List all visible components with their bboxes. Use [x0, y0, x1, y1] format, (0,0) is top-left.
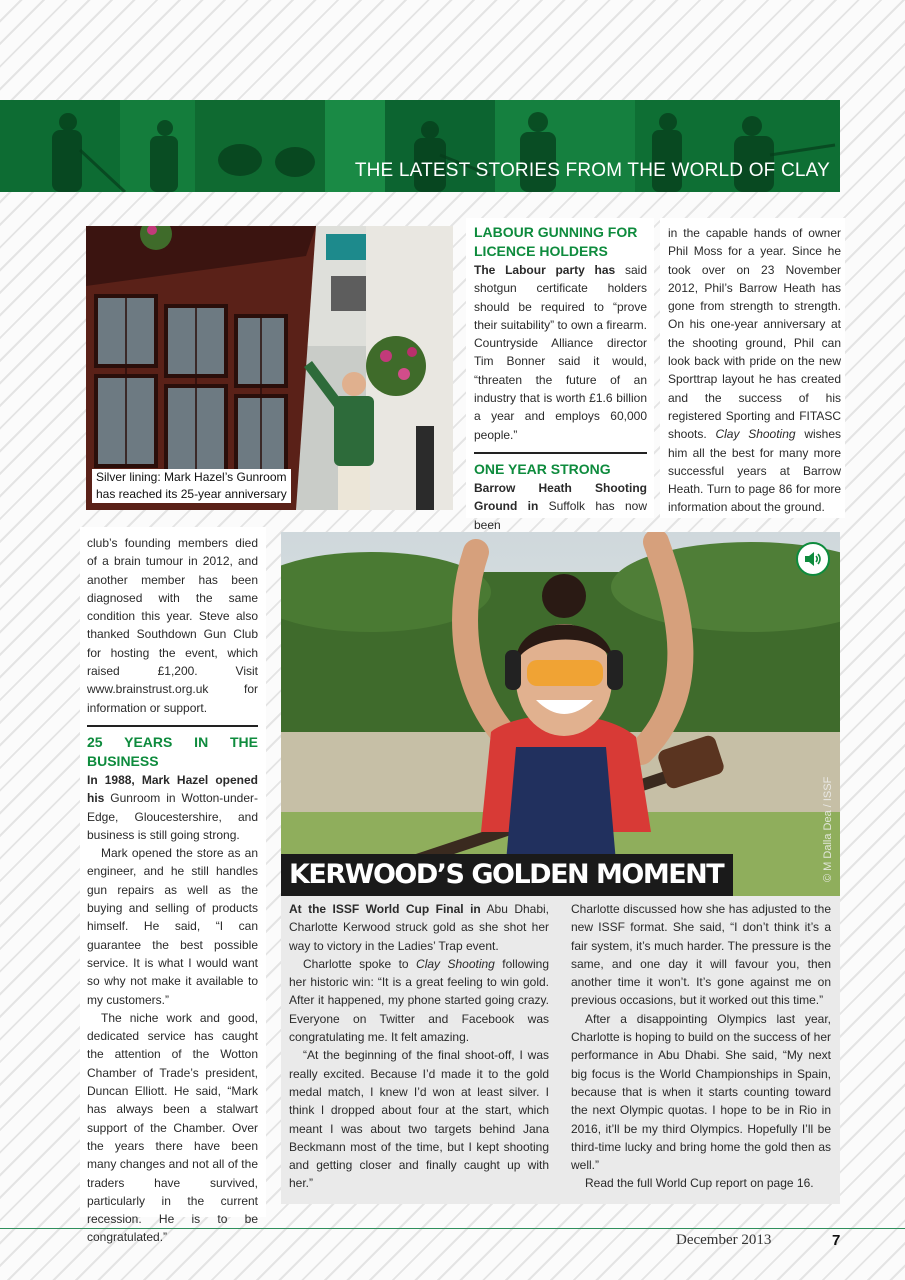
caption-line-2: has reached its 25-year anniversary — [96, 487, 287, 501]
body-text: Gunroom in Wotton-under-Edge, Gloucestershire, and business is still going strong. — [87, 791, 258, 842]
heading-line-1: LABOUR GUNNING FOR — [474, 224, 638, 240]
story-body — [474, 261, 647, 444]
body-text: following her historic win: “It is a great feeling to win gold. After it happened, my phone started going crazy. Everyone on Twitter and Facebook was congratulating me. It felt amazing. — [289, 956, 549, 1045]
speaker-icon[interactable] — [796, 542, 830, 576]
body-paragraph: “At the beginning of the final shoot-off, I was really excited. Because I’d made it to the gold medal match, I knew I’d won at least silver. I think I dropped about four at the start, which meant I was about two targets behind Jana Beckmann most of the time, but I kept shooting and getting closer and finally caught up with her.” — [289, 1048, 549, 1191]
magazine-name: Clay Shooting — [416, 956, 495, 971]
body-paragraph: After a disappointing Olympics last year, Charlotte is hoping to build on the success of her performance in Abu Dhabi. She said, “My next big focus is the World Championships in Spain, because that is when it starts counting toward the next Olympic quotas. I hope to be in Rio in 2016, it’ll be my third Olympics. Hopefully I’ll be third-time lucky and bring home the gold then as well.” — [571, 1011, 831, 1173]
divider — [87, 725, 258, 727]
photo-credit-wrap — [822, 732, 838, 882]
body-text: in the capable hands of owner Phil Moss for a year. Since he took over on 23 November 2012, Phil’s Barrow Heath has gone from strength to strength. On his one-year anniversary at the shooting ground, Phil can look back with pride on the new Sporttrap layout he has created and the success of his registered Sporting and FITASC shoots. — [668, 226, 841, 442]
kicker: At the ISSF World Cup Final in — [289, 902, 481, 916]
kicker: Barrow Heath Shooting Ground in — [474, 481, 647, 514]
banner-title: THE LATEST STORIES FROM THE WORLD OF CLAY — [354, 160, 830, 181]
body-text: said shotgun certificate holders should be required to “prove their suitability” to own a firearm. Countryside Alliance director Tim Bonner said it would, “threaten the future of an industry that is worth £1.6 billion a year and employs 60,000 people.” — [474, 263, 647, 442]
kerwood-photo — [281, 532, 840, 896]
story-one-year-continued — [668, 224, 841, 517]
story-body — [474, 479, 647, 534]
photo-caption — [92, 469, 291, 503]
gunroom-photo-art — [86, 226, 453, 510]
divider — [474, 452, 647, 454]
footer-rule — [0, 1228, 905, 1229]
gunroom-photo — [86, 226, 453, 510]
story-labour — [474, 223, 647, 444]
story-heading: ONE YEAR STRONG — [474, 461, 611, 477]
story-heading: 25 YEARS IN THE BUSINESS — [87, 733, 258, 769]
body-text: Suffolk has now been — [474, 499, 647, 532]
kerwood-column-1 — [289, 900, 549, 1193]
kicker: The Labour party has — [474, 263, 616, 277]
speaker-icon-glyph — [803, 550, 823, 568]
body-text: Abu Dhabi, Charlotte Kerwood struck gold as she shot her way to victory in the Ladies’ Trap event. — [289, 902, 550, 953]
body-paragraph: Read the full World Cup report on page 16. — [585, 1176, 814, 1191]
body-paragraph: The niche work and good, dedicated service has caught the attention of the Wotton Chamber of Trade’s president, Duncan Elliott. He said, “Mark has always been a stalwart support of the Chamber. Over the years there have been many changes and not all of the traders have survived, particularly in the current recession. He is to be congratulated.” — [87, 1010, 258, 1245]
page-number: 7 — [832, 1232, 841, 1249]
brainstrust-paragraph: club’s founding members died of a brain tumour in 2012, and another member has been diagnosed with the same condition this year. Steve also thanked Southdown Gun Club for hosting the event, which raised £1,200. Visit www.brainstrust.org.uk for information or support. — [87, 536, 258, 715]
body-text: Charlotte spoke to — [303, 956, 409, 971]
issue-date: December 2013 — [676, 1232, 772, 1248]
kerwood-column-2 — [571, 900, 831, 1193]
story-one-year — [474, 460, 647, 534]
heading-line-2: LICENCE HOLDERS — [474, 243, 608, 259]
body-text: wishes him all the best for many more successful years at Barrow Heath. Turn to page 86 for more information about the ground. — [668, 427, 842, 515]
kerwood-photo-art — [281, 532, 840, 896]
caption-line-1: Silver lining: Mark Hazel’s Gunroom — [96, 470, 287, 484]
body-paragraph: Mark opened the store as an engineer, and he still handles gun repairs as well as the buying and selling of products himself. He said, “I can guarantee the best possible service. It is what I would want so why not make it available to my customers.” — [87, 846, 258, 1007]
body-paragraph: Charlotte discussed how she has adjusted to the new ISSF format. She said, “I don’t think it’s a fair system, it’s much harder. The pressure is the same, and one day it will favour you, then another time it won’t. It’s gone against me on previous occasions, but it worked out this time.” — [571, 902, 831, 1008]
magazine-name: Clay Shooting — [715, 427, 796, 442]
kerwood-headline: KERWOOD’S GOLDEN MOMENT — [281, 854, 733, 896]
story-heading — [474, 223, 647, 261]
photo-credit: © M Dalla Dea / ISSF — [822, 776, 834, 882]
kicker: In 1988, Mark Hazel opened his — [87, 772, 258, 806]
header-banner — [0, 100, 840, 192]
left-column — [87, 534, 258, 1247]
